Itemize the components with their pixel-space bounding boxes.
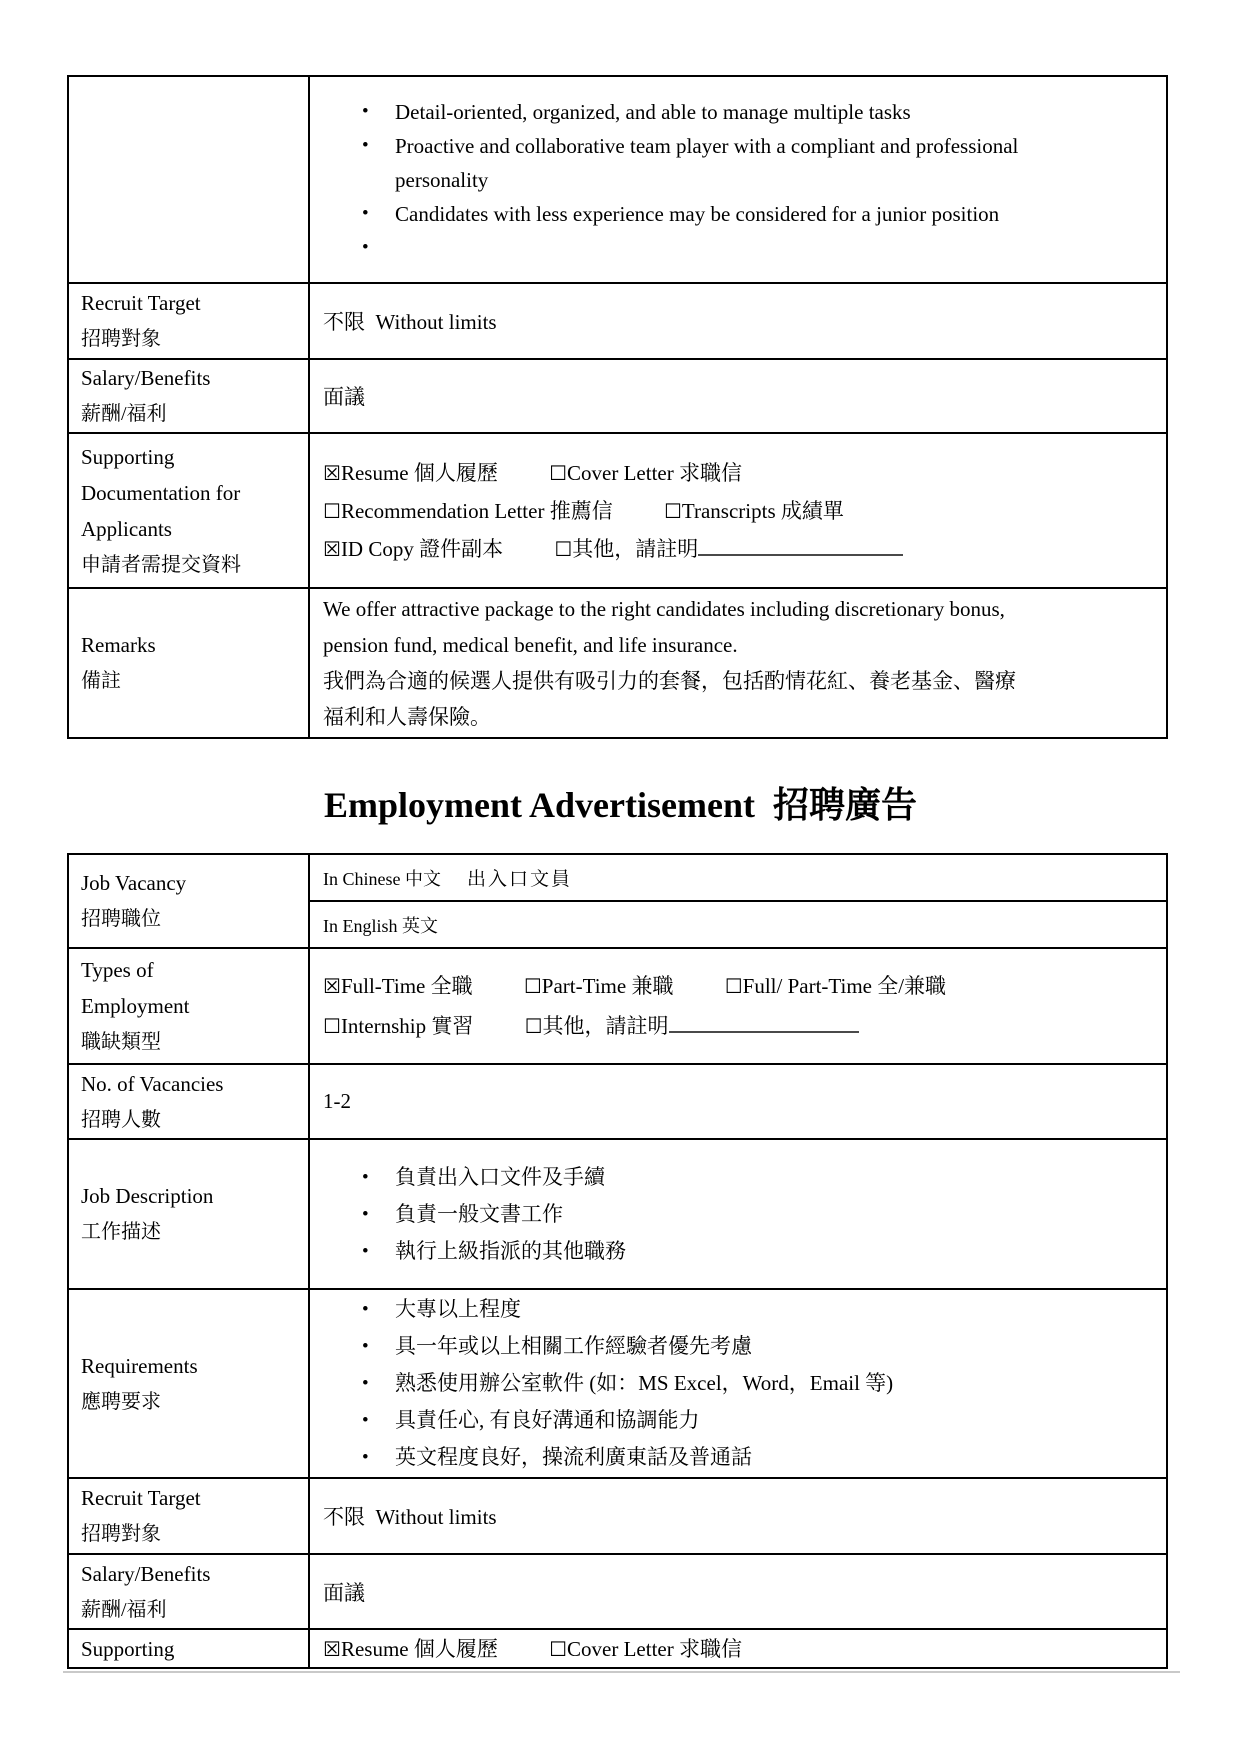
checkbox-option [323, 1014, 473, 1038]
bullet-text: 大專以上程度 [395, 1297, 521, 1321]
row-recruit-target [68, 283, 1167, 359]
label-en: Job Description [81, 1184, 214, 1208]
bullet-icon: • [362, 202, 369, 224]
in-chinese-label: In Chinese 中文 [323, 869, 441, 889]
checkbox-unchecked-icon: ☐ [523, 974, 542, 998]
bullet-icon: • [362, 100, 369, 122]
checkbox-line [323, 1006, 1156, 1046]
bullet-line [323, 1291, 1156, 1328]
bullet-icon: • [362, 1299, 369, 1320]
supporting-docs-label-cell [68, 433, 309, 588]
bullet-text: 英文程度良好，操流利廣東話及普通話 [395, 1445, 752, 1469]
checkbox-unchecked-icon: ☐ [724, 974, 743, 998]
checkbox-line [323, 454, 1156, 492]
recruit-target-value-cell [309, 1478, 1167, 1554]
label-zh: 備註 [81, 670, 121, 692]
checkbox-unchecked-icon: ☐ [549, 1636, 568, 1661]
row-no-of-vacancies [68, 1064, 1167, 1139]
label-en: Recruit Target [81, 1486, 201, 1510]
checkbox-checked-icon: ☒ [323, 460, 341, 485]
label-line: Documentation for [81, 480, 241, 505]
recruit-target-value-cell [309, 283, 1167, 359]
vacancies-label-cell [68, 1064, 309, 1139]
checkbox-option [549, 461, 742, 485]
label-en: Recruit Target [81, 291, 201, 315]
bullet-line [323, 1365, 1156, 1402]
job-description-label-cell [68, 1139, 309, 1289]
checkbox-unchecked-icon: ☐ [524, 1014, 543, 1038]
document-title: Employment Advertisement 招聘廣告 [324, 785, 917, 825]
vacancies-value-cell [309, 1064, 1167, 1139]
bullet-line [323, 1328, 1156, 1365]
checkbox-option [323, 499, 613, 523]
checkbox-line [323, 492, 1156, 530]
salary-benefits-label-cell [68, 359, 309, 433]
checkbox-option-label: Resume 個人履歷 [340, 1636, 498, 1661]
remarks-content-cell [309, 588, 1167, 738]
table-employment-ad [67, 853, 1168, 1669]
requirements-label-cell [68, 1289, 309, 1478]
bullet-continuation-line [323, 163, 1156, 197]
checkbox-option-label: Recommendation Letter 推薦信 [340, 498, 613, 523]
label-zh: 薪酬/福利 [81, 403, 167, 425]
checkbox-option [323, 537, 503, 561]
bullet-text: 負責出入口文件及手續 [395, 1164, 605, 1189]
bullet-icon: • [362, 1166, 369, 1188]
recruit-target-label-cell [68, 283, 309, 359]
job-vacancy-english-cell [309, 901, 1167, 948]
row-employment-types [68, 948, 1167, 1064]
checkbox-line [323, 530, 1156, 568]
row-supporting-documentation [68, 433, 1167, 588]
checkbox-option [725, 974, 946, 998]
bullet-text: Candidates with less experience may be considered for a junior position [395, 201, 1000, 226]
bullet-line [323, 95, 1156, 129]
page-break-shadow [63, 1671, 1180, 1673]
row-supporting-documentation-cut [68, 1629, 1167, 1668]
checkbox-option-label: Internship 實習 [340, 1014, 474, 1038]
row-remarks [68, 588, 1167, 738]
qualifications-content-cell [309, 76, 1167, 283]
supporting-docs-content-cell [309, 433, 1167, 588]
salary-benefits-label-cell [68, 1554, 309, 1629]
vacancies-value: 1-2 [323, 1089, 351, 1113]
bullet-text: 負責一般文書工作 [395, 1201, 563, 1226]
label-line: Employment [81, 994, 190, 1018]
bullet-text: 熟悉使用辦公室軟件 (如：MS Excel，Word，Email 等) [395, 1371, 894, 1395]
row-requirements [68, 1289, 1167, 1478]
employment-types-label-cell [68, 948, 309, 1064]
employment-types-content-cell [309, 948, 1167, 1064]
checkbox-checked-icon: ☒ [323, 1636, 341, 1661]
checkbox-checked-icon: ☒ [323, 974, 341, 998]
checkbox-option [524, 974, 674, 998]
checkbox-option-label: Full/ Part-Time 全/兼職 [742, 974, 947, 998]
checkbox-option-label: Transcripts 成績單 [681, 498, 844, 523]
salary-benefits-value-cell [309, 1554, 1167, 1629]
bullet-text: Detail-oriented, organized, and able to manage multiple tasks [395, 99, 911, 124]
label-zh: 招聘對象 [81, 328, 161, 350]
label-zh: 應聘要求 [81, 1390, 161, 1413]
checkbox-line [323, 966, 1156, 1006]
checkbox-option [323, 461, 498, 485]
bullet-icon: • [362, 1373, 369, 1394]
bullet-text: 執行上級指派的其他職務 [395, 1238, 626, 1263]
checkbox-option-label: 其他，請註明 [572, 536, 699, 561]
recruit-target-value: 不限 Without limits [323, 1505, 497, 1529]
salary-benefits-value: 面議 [323, 1580, 365, 1605]
label-en: No. of Vacancies [81, 1071, 224, 1096]
qualifications-label-cell [68, 76, 309, 283]
remarks-label-cell [68, 588, 309, 738]
bullet-line [323, 129, 1156, 163]
job-vacancy-chinese-cell [309, 854, 1167, 901]
label-zh: 招聘對象 [81, 1523, 161, 1545]
bullet-icon: • [362, 1410, 369, 1431]
checkbox-checked-icon: ☒ [323, 536, 341, 561]
supporting-docs-content-cell [309, 1629, 1167, 1668]
bullet-icon: • [362, 1447, 369, 1468]
label-line-zh: 職缺類型 [81, 1031, 161, 1053]
checkbox-option-label: 其他，請註明 [542, 1014, 669, 1038]
job-vacancy-label-cell [68, 854, 309, 948]
checkbox-option-label: Full-Time 全職 [340, 974, 473, 998]
bullet-icon: • [362, 1336, 369, 1357]
label-en: Job Vacancy [81, 871, 187, 895]
job-title-chinese-value: 出入口文員 [466, 869, 572, 890]
checkbox-option-label: Resume 個人履歷 [340, 460, 498, 485]
remarks-line: 福利和人壽保險。 [323, 705, 491, 729]
bullet-line-empty [323, 231, 1156, 265]
table-employment-ad-continued [67, 75, 1168, 739]
remarks-line: We offer attractive package to the right candidates including discretionary bonus, [323, 597, 1005, 621]
checkbox-option-label: Cover Letter 求職信 [567, 460, 742, 485]
checkbox-option-label: ID Copy 證件副本 [340, 536, 504, 561]
label-zh: 薪酬/福利 [81, 1598, 167, 1621]
checkbox-option [323, 974, 473, 998]
row-qualifications-continued [68, 76, 1167, 283]
job-description-content-cell [309, 1139, 1167, 1289]
bullet-line [323, 1196, 1156, 1233]
label-en: Salary/Benefits [81, 366, 211, 390]
label-en: Salary/Benefits [81, 1561, 211, 1586]
remarks-line: 我們為合適的候選人提供有吸引力的套餐，包括酌情花紅、養老基金、醫療 [323, 669, 1016, 693]
checkbox-option [664, 499, 844, 523]
checkbox-option [323, 1637, 498, 1661]
recruit-target-label-cell [68, 1478, 309, 1554]
salary-benefits-value-cell [309, 359, 1167, 433]
checkbox-unchecked-icon: ☐ [663, 498, 682, 523]
salary-benefits-value: 面議 [323, 385, 365, 409]
label-en: Supporting [81, 1636, 175, 1661]
bullet-icon: • [362, 1203, 369, 1225]
bullet-text: 具責任心, 有良好溝通和協調能力 [395, 1408, 700, 1432]
checkbox-option-label: Part-Time 兼職 [541, 974, 674, 998]
bullet-line [323, 1233, 1156, 1270]
row-recruit-target [68, 1478, 1167, 1554]
row-salary-benefits [68, 1554, 1167, 1629]
bullet-icon: • [362, 1240, 369, 1262]
checkbox-unchecked-icon: ☐ [323, 1014, 341, 1038]
bullet-line [323, 1402, 1156, 1439]
blank-underline [698, 536, 903, 556]
checkbox-option-label: Cover Letter 求職信 [567, 1636, 742, 1661]
bullet-text: Proactive and collaborative team player with a compliant and professional [395, 133, 1019, 158]
checkbox-unchecked-icon: ☐ [549, 460, 568, 485]
bullet-text: personality [395, 167, 489, 192]
label-line: Types of [81, 958, 154, 982]
checkbox-option [549, 1637, 742, 1661]
label-zh: 招聘人數 [81, 1108, 161, 1131]
checkbox-unchecked-icon: ☐ [323, 498, 341, 523]
checkbox-unchecked-icon: ☐ [554, 536, 573, 561]
recruit-target-value: 不限 Without limits [323, 310, 497, 334]
blank-underline [669, 1013, 859, 1033]
label-zh: 招聘職位 [81, 908, 161, 930]
row-job-description [68, 1139, 1167, 1289]
row-salary-benefits [68, 359, 1167, 433]
label-line: Supporting [81, 444, 175, 469]
bullet-line [323, 197, 1156, 231]
checkbox-option [554, 537, 903, 561]
label-line: Applicants [81, 516, 172, 541]
bullet-line [323, 1159, 1156, 1196]
bullet-icon: • [362, 236, 369, 258]
row-job-vacancy-chinese [68, 854, 1167, 901]
checkbox-line [323, 1632, 1156, 1666]
label-en: Remarks [81, 633, 156, 657]
label-line-zh: 申請者需提交資料 [81, 553, 241, 576]
remarks-line: pension fund, medical benefit, and life insurance. [323, 633, 738, 657]
bullet-icon: • [362, 134, 369, 156]
bullet-icon [362, 163, 395, 197]
bullet-text: 具一年或以上相關工作經驗者優先考慮 [395, 1334, 752, 1358]
checkbox-option [525, 1014, 859, 1038]
supporting-docs-label-cell [68, 1629, 309, 1668]
bullet-line [323, 1439, 1156, 1476]
label-zh: 工作描述 [81, 1221, 161, 1243]
label-en: Requirements [81, 1353, 198, 1378]
requirements-content-cell [309, 1289, 1167, 1478]
in-english-label: In English 英文 [323, 915, 438, 936]
